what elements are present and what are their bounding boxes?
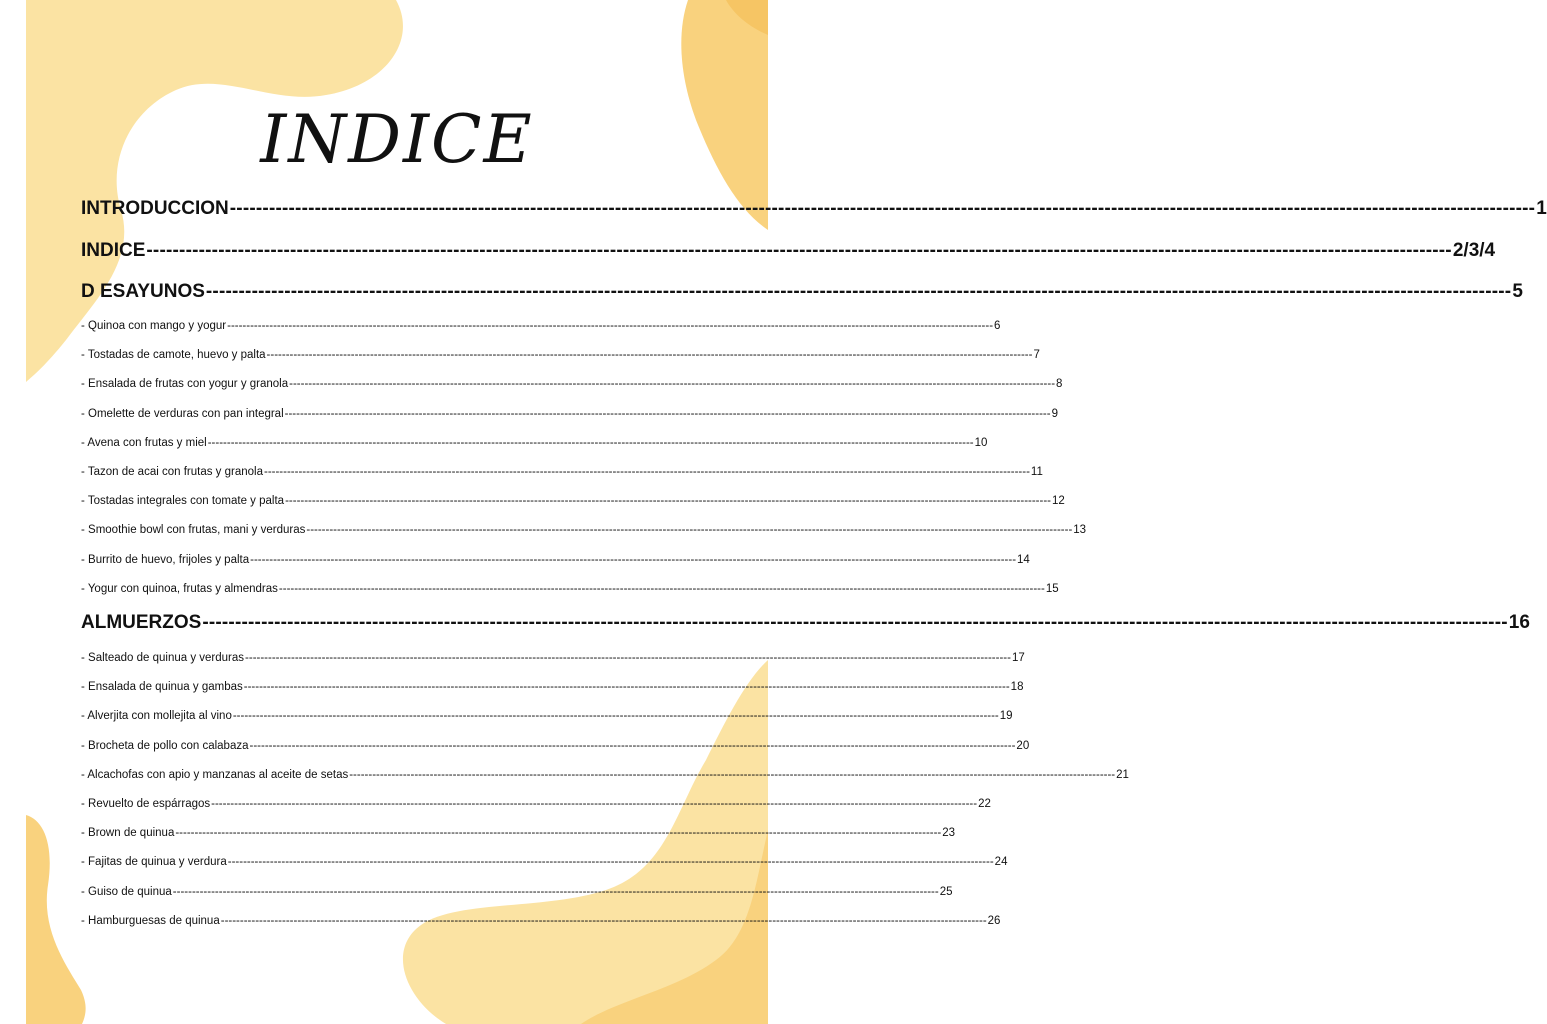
toc-leader: -------------------------------------------------------------------------------------------------------------------------------------------------------------------------------------------------------- <box>243 681 1010 694</box>
page-title: INDICE <box>260 101 534 178</box>
toc-page-number: 15 <box>1045 582 1059 595</box>
toc-item-label: - Burrito de huevo, frijoles y palta <box>81 553 250 566</box>
toc-item[interactable] <box>81 856 1008 872</box>
toc-page-number: 13 <box>1073 524 1087 537</box>
toc-item-label: - Brocheta de pollo con calabaza <box>81 739 249 752</box>
toc-page-number: 1 <box>1536 198 1547 219</box>
toc-page-number: 14 <box>1017 553 1030 566</box>
toc-item-label: - Brown de quinua <box>81 827 175 840</box>
toc-item[interactable] <box>81 885 953 902</box>
toc-item-label: - Ensalada de frutas con yogur y granola <box>81 378 289 391</box>
toc-item[interactable] <box>81 652 1025 668</box>
toc-item-label: - Smoothie bowl con frutas, mani y verduras <box>81 524 306 537</box>
blob-bottom-left <box>26 815 86 1024</box>
toc-leader: -------------------------------------------------------------------------------------------------------------------------------------------------------------------------------------------------------- <box>205 281 1512 302</box>
toc-leader: -------------------------------------------------------------------------------------------------------------------------------------------------------------------------------------------------------- <box>245 652 1011 664</box>
toc-leader: -------------------------------------------------------------------------------------------------------------------------------------------------------------------------------------------------------- <box>207 436 974 449</box>
toc-section-label: D ESAYUNOS <box>81 281 205 302</box>
toc-item-label: - Tostadas integrales con tomate y palta <box>81 495 285 508</box>
toc-page-number: 16 <box>1508 612 1530 633</box>
toc-item[interactable] <box>81 739 1030 756</box>
toc-leader: -------------------------------------------------------------------------------------------------------------------------------------------------------------------------------------------------------- <box>229 198 1536 219</box>
toc-leader: -------------------------------------------------------------------------------------------------------------------------------------------------------------------------------------------------------- <box>227 856 994 869</box>
toc-item-label: - Alverjita con mollejita al vino <box>81 710 232 723</box>
toc-leader: -------------------------------------------------------------------------------------------------------------------------------------------------------------------------------------------------------- <box>202 612 1508 633</box>
toc-item[interactable] <box>81 378 1063 394</box>
toc-item[interactable] <box>81 553 1030 570</box>
toc-item-label: - Alcachofas con apio y manzanas al aceite de setas <box>81 768 349 781</box>
toc-leader: -------------------------------------------------------------------------------------------------------------------------------------------------------------------------------------------------------- <box>211 798 978 810</box>
toc-page-number: 6 <box>994 320 1001 332</box>
toc-item[interactable] <box>81 827 956 843</box>
toc-page-number: 7 <box>1033 349 1040 362</box>
toc-item-label: - Avena con frutas y miel <box>81 436 207 449</box>
toc-leader: -------------------------------------------------------------------------------------------------------------------------------------------------------------------------------------------------------- <box>278 582 1045 595</box>
toc-item-label: - Ensalada de quinua y gambas <box>81 681 243 694</box>
toc-item[interactable] <box>81 436 988 453</box>
toc-leader: -------------------------------------------------------------------------------------------------------------------------------------------------------------------------------------------------------- <box>306 524 1073 537</box>
toc-item[interactable] <box>81 768 1129 785</box>
toc-section-label: INTRODUCCION <box>81 198 229 219</box>
toc-page-number: 22 <box>978 798 991 810</box>
toc-item[interactable] <box>81 798 991 814</box>
toc-item[interactable] <box>81 320 1001 336</box>
toc-item[interactable] <box>81 681 1024 697</box>
toc-page-number: 12 <box>1052 495 1065 508</box>
toc-section-label: INDICE <box>81 240 146 261</box>
toc-section-almuerzos[interactable] <box>81 612 1530 638</box>
toc-page-number: 11 <box>1030 466 1043 478</box>
toc-leader: -------------------------------------------------------------------------------------------------------------------------------------------------------------------------------------------------------- <box>146 240 1452 261</box>
toc-leader: -------------------------------------------------------------------------------------------------------------------------------------------------------------------------------------------------------- <box>284 407 1051 420</box>
toc-item[interactable] <box>81 524 1087 540</box>
toc-leader: -------------------------------------------------------------------------------------------------------------------------------------------------------------------------------------------------------- <box>175 827 942 840</box>
toc-page-number: 23 <box>942 827 956 840</box>
toc-leader: -------------------------------------------------------------------------------------------------------------------------------------------------------------------------------------------------------- <box>285 495 1051 508</box>
toc-leader: -------------------------------------------------------------------------------------------------------------------------------------------------------------------------------------------------------- <box>220 914 987 927</box>
toc-section-label: ALMUERZOS <box>81 612 202 633</box>
page-margin <box>0 0 26 1024</box>
toc-item-label: - Guiso de quinua <box>81 885 172 898</box>
toc-item[interactable] <box>81 710 1013 726</box>
toc-leader: -------------------------------------------------------------------------------------------------------------------------------------------------------------------------------------------------------- <box>227 320 994 332</box>
toc-item-label: - Omelette de verduras con pan integral <box>81 407 284 420</box>
toc-item-label: - Hamburguesas de quinua <box>81 914 220 927</box>
toc-item-label: - Tostadas de camote, huevo y palta <box>81 349 266 362</box>
toc-page-number: 21 <box>1116 768 1129 781</box>
toc-section-desayunos[interactable] <box>81 281 1523 307</box>
toc-page-number: 20 <box>1016 739 1030 752</box>
toc-leader: -------------------------------------------------------------------------------------------------------------------------------------------------------------------------------------------------------- <box>250 553 1017 566</box>
toc-page-number: 10 <box>974 436 988 449</box>
toc-leader: -------------------------------------------------------------------------------------------------------------------------------------------------------------------------------------------------------- <box>349 768 1116 781</box>
toc-item[interactable] <box>81 914 1001 931</box>
toc-leader: -------------------------------------------------------------------------------------------------------------------------------------------------------------------------------------------------------- <box>266 349 1033 362</box>
toc-item[interactable] <box>81 582 1059 599</box>
toc-section-indice[interactable] <box>81 240 1496 266</box>
toc-item-label: - Yogur con quinoa, frutas y almendras <box>81 582 278 595</box>
toc-page-number: 9 <box>1051 407 1058 420</box>
toc-page-number: 17 <box>1011 652 1025 664</box>
toc-item[interactable] <box>81 466 1043 482</box>
toc-item[interactable] <box>81 349 1040 365</box>
toc-page-number: 26 <box>987 914 1001 927</box>
toc-page-number: 5 <box>1512 281 1523 302</box>
toc-page-number: 24 <box>994 856 1008 869</box>
toc-section-introduccion[interactable] <box>81 198 1547 224</box>
toc-leader: -------------------------------------------------------------------------------------------------------------------------------------------------------------------------------------------------------- <box>263 466 1030 478</box>
toc-item-label: - Fajitas de quinua y verdura <box>81 856 227 869</box>
toc-page-number: 25 <box>939 885 953 898</box>
toc-page-number: 8 <box>1056 378 1063 391</box>
toc-item-label: - Tazon de acai con frutas y granola <box>81 466 263 478</box>
toc-item-label: - Quinoa con mango y yogur <box>81 320 227 332</box>
toc-item-label: - Salteado de quinua y verduras <box>81 652 245 664</box>
toc-leader: -------------------------------------------------------------------------------------------------------------------------------------------------------------------------------------------------------- <box>232 710 999 723</box>
toc-item[interactable] <box>81 407 1058 424</box>
toc-item-label: - Revuelto de espárragos <box>81 798 211 810</box>
toc-leader: -------------------------------------------------------------------------------------------------------------------------------------------------------------------------------------------------------- <box>289 378 1056 391</box>
toc-leader: -------------------------------------------------------------------------------------------------------------------------------------------------------------------------------------------------------- <box>249 739 1016 752</box>
toc-page-number: 18 <box>1010 681 1024 694</box>
toc-page-number: 2/3/4 <box>1452 240 1496 261</box>
toc-item[interactable] <box>81 495 1065 511</box>
toc-leader: -------------------------------------------------------------------------------------------------------------------------------------------------------------------------------------------------------- <box>172 885 939 898</box>
toc-page-number: 19 <box>999 710 1013 723</box>
